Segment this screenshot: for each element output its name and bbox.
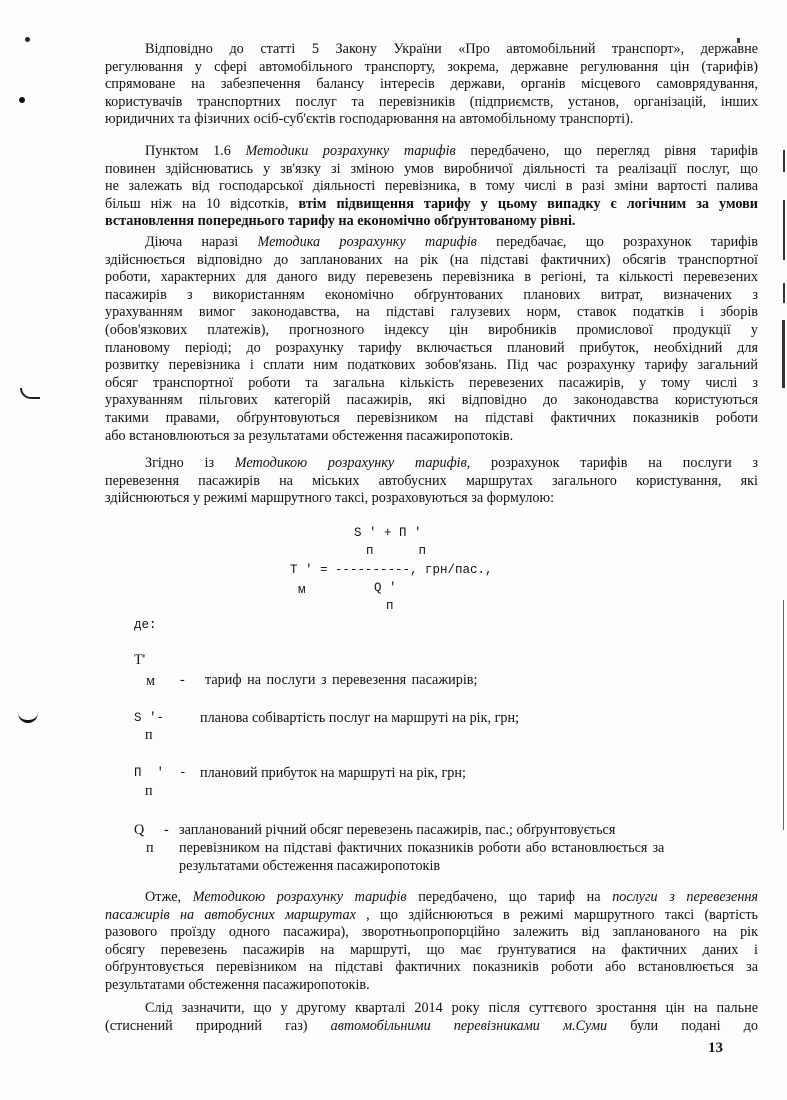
text-run: передбачено, що перегляд рівня тарифів: [455, 143, 758, 159]
formula-numerator-subscripts: п п: [366, 544, 427, 558]
formula-denominator-subscript: п: [386, 599, 394, 613]
text-line: Слід зазначити, що у другому кварталі 2014 року після суттєвого зростання цін на пальне: [145, 1000, 758, 1016]
text-line: [105, 234, 758, 252]
paragraph-2: [105, 143, 758, 231]
definition-dash: -: [164, 822, 169, 838]
formula-numerator: S ' + П ': [354, 526, 422, 540]
text-line: обсягу перевезень пасажирів на маршруті, що має ґрунтуватися на фактичних даних і: [105, 941, 758, 958]
text-run: розрахунок тарифів на послуги з: [470, 455, 759, 471]
text-line: користувачів транспортних послуг та перевізників (підприємств, установ, організацій, інших: [105, 93, 758, 110]
definition-symbol: T': [134, 652, 146, 668]
text-line: урахуванням пільгових категорій пасажирів, які відповідно до законодавства користуються: [105, 392, 758, 409]
definition-subscript: п: [145, 727, 153, 743]
scan-edge-line: [783, 150, 785, 172]
text-line: або встановлюються за результатами обстеження пасажиропотоків.: [105, 427, 514, 444]
text-line: разового проїзду одного пасажира), зворотньопропорційно залежить від запланованого на рік: [105, 924, 758, 941]
text-line: перевезення пасажирів на міських автобусних маршрутах загального користування, які: [105, 472, 758, 489]
text-line: [105, 907, 758, 925]
text-run: передбачає, що розрахунок тарифів: [476, 234, 758, 250]
text-line: роботи, характерних для даного виду перевезень перевізника в регіоні, та кількості перевезених: [105, 269, 758, 286]
text-line: плановому періоді; до розрахунку тарифу включається плановий прибуток, необхідний для: [105, 339, 758, 356]
text-line: [105, 196, 758, 214]
italic-reference: послуги з перевезення: [612, 889, 758, 905]
text-run: більш ніж на 10 відсотків,: [105, 195, 299, 212]
scan-speck: [19, 97, 25, 103]
text-run: Пунктом 1.6: [145, 143, 246, 159]
italic-reference: Методики розрахунку тарифів: [245, 143, 456, 159]
text-line: юридичних та фізичних осіб-суб'єктів господарювання на автомобільному транспорті).: [105, 111, 634, 128]
definition-subscript: п: [145, 783, 153, 799]
scan-edge-line: [783, 200, 785, 260]
paragraph-4: [105, 455, 758, 508]
definition-dash: -: [180, 672, 185, 688]
scan-edge-line: [783, 600, 784, 830]
text-line: [105, 1018, 758, 1036]
definition-symbol: S '-: [134, 711, 165, 725]
text-line: спрямоване на забезпечення балансу інтересів держави, органів місцевого самоврядування,: [105, 76, 758, 93]
definition-text-continued: результатами обстеження пасажиропотоків: [179, 858, 441, 874]
italic-reference: автомобільними перевізниками м.Суми: [330, 1017, 608, 1034]
text-line: такими правами, обґрунтовуються перевізником на підставі фактичних показників роботи: [105, 409, 758, 426]
text-line: пасажирів з використанням економічно обґрунтованих планових витрат, визначених з: [105, 286, 758, 303]
paragraph-3: [105, 234, 758, 445]
text-line: [105, 455, 758, 473]
formula-denominator: Q ': [374, 581, 397, 595]
text-line: [105, 143, 758, 161]
italic-reference: пасажирів на автобусних маршрутах: [105, 906, 356, 923]
text-line: обсяг транспортної роботи та загальна кількість перевезених пасажирів, у тому числі з: [105, 374, 758, 391]
text-line: обґрунтовується перевізником на підставі фактичних показників роботи або встановлюється за: [105, 959, 758, 976]
text-line: [105, 889, 758, 907]
paragraph-1: [105, 41, 758, 129]
text-run: були подані до: [607, 1017, 758, 1034]
definition-symbol: П ' -: [134, 766, 187, 780]
text-run: Отже,: [145, 889, 193, 905]
paragraph-6: [105, 1000, 758, 1035]
text-line: регулювання у сфері автомобільного транспорту, зокрема, державне регулювання цін (тарифів): [105, 58, 758, 75]
definition-text: плановий прибуток на маршруті на рік, грн;: [200, 765, 466, 781]
text-line: повинен здійснюватись у зв'язку зі зміною умов виробничої діяльності та реалізації послуг, що: [105, 160, 758, 177]
bold-emphasis: встановлення попереднього тарифу на економічно обґрунтованому рівні.: [105, 213, 576, 230]
scan-edge-line: [783, 283, 785, 303]
text-run: передбачено, що тариф на: [406, 889, 613, 905]
definition-text: планова собівартість послуг на маршруті на рік, грн;: [200, 710, 520, 726]
definition-subscript: п: [146, 840, 154, 856]
bold-emphasis: втім підвищення тарифу у цьому випадку є логічним за умови: [298, 195, 758, 212]
text-line: результатами обстеження пасажиропотоків.: [105, 976, 370, 993]
text-run: Згідно із: [145, 455, 235, 471]
scan-edge-line: [782, 320, 785, 388]
text-line: здійснюється відповідно до запланованих на рік (на підставі фактичних) обсягів транспортної: [105, 251, 758, 268]
definition-symbol: Q: [134, 822, 145, 838]
italic-reference: Методика розрахунку тарифів: [257, 234, 477, 250]
definition-text: запланований річний обсяг перевезень пасажирів, пас.; обґрунтовується: [179, 822, 616, 838]
italic-reference: Методикою розрахунку тарифів,: [234, 455, 471, 471]
text-run: (стиснений природний газ): [105, 1017, 331, 1034]
formula-where-label: де:: [134, 618, 157, 632]
italic-reference: Методикою розрахунку тарифів: [192, 889, 407, 905]
text-line: урахуванням вимог законодавства, на підставі галузевих норм, ставок податків і зборів: [105, 304, 758, 321]
text-line: здійснюються у режимі маршрутного таксі, розраховуються за формулою:: [105, 490, 555, 507]
punch-hole-mark: [20, 388, 40, 399]
formula-main-line: T ' = ----------, грн/пас.,: [290, 563, 493, 577]
formula-lhs-subscript: м: [298, 583, 306, 597]
paragraph-5: [105, 889, 758, 995]
definition-subscript: м: [146, 673, 155, 689]
punch-hole-mark: [18, 712, 38, 723]
definition-text: тариф на послуги з перевезення пасажирів;: [205, 672, 478, 688]
text-line: не залежать від господарської діяльності перевізника, в тому числі в разі зміни вартості палива: [105, 178, 758, 195]
text-run: Діюча наразі: [145, 234, 258, 250]
page-number: 13: [708, 1040, 723, 1056]
scan-speck: [25, 37, 30, 42]
text-line: (обов'язкових платежів), прогнозного індексу цін виробників промислової продукції у: [105, 321, 758, 338]
definition-text-continued: перевізником на підставі фактичних показників роботи або встановлюється за: [179, 840, 665, 856]
text-line: Відповідно до статті 5 Закону України «Про автомобільний транспорт», державне: [145, 41, 758, 57]
text-line: [105, 213, 758, 231]
text-line: розвитку перевізника і сплати ним податкових зобов'язань. Під час розрахунку тарифу загальний: [105, 357, 758, 374]
text-run: , що здійснюються в режимі маршрутного таксі (вартість: [355, 906, 759, 923]
